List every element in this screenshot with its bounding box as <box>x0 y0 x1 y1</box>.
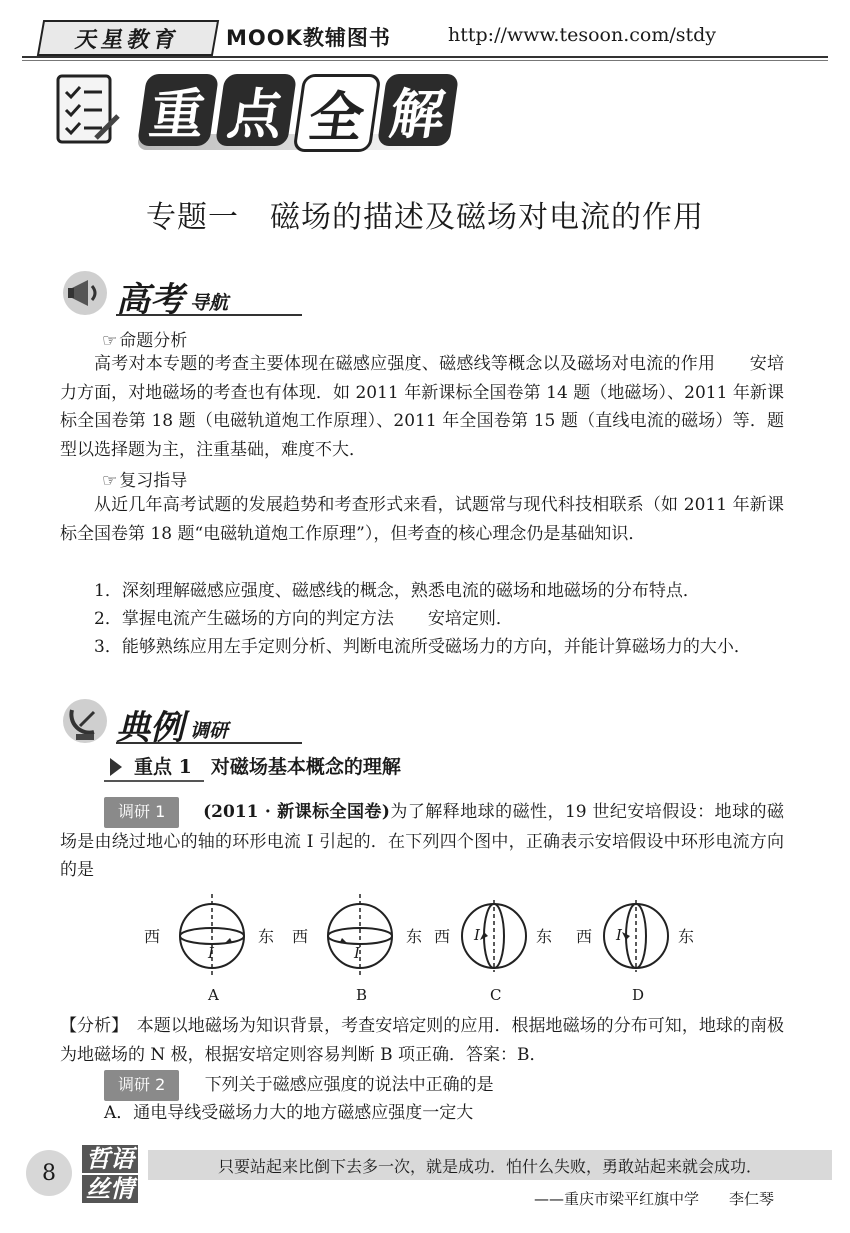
west-label: 西 <box>292 927 309 946</box>
west-label: 西 <box>576 927 593 946</box>
banner-char: 全 <box>293 74 382 152</box>
west-label: 西 <box>434 927 451 946</box>
current-label: I <box>616 926 622 944</box>
subheading <box>102 326 187 351</box>
list-item: 2．掌握电流产生磁场的方向的判定方法 安培定则． <box>94 609 513 629</box>
figure-b <box>288 890 428 1008</box>
paragraph: 从近几年高考试题的发展趋势和考查形式来看，试题常与现代科技相联系（如 2011 年新课标全国卷第 18 题“电磁轨道炮工作原理”），但考查的核心理念仍是基础知识． <box>60 495 784 544</box>
page-title: 专题一 磁场的描述及磁场对电流的作用 <box>146 200 704 235</box>
question-text: 下列关于磁感应强度的说法中正确的是 <box>204 1075 494 1095</box>
section-subtitle: 导航 <box>190 292 229 314</box>
brand-logo: 天星教育 <box>37 20 219 56</box>
pointing-hand-icon: ☞ <box>102 471 118 491</box>
key-point-heading <box>104 752 544 782</box>
subheading-label: 复习指导 <box>119 471 188 491</box>
analysis-text: 本题以地磁场为知识背景，考查安培定则的应用．根据地磁场的分布可知，地球的南极为地磁场的 N 极，根据安培定则容易判断 B 项正确．答案：B． <box>60 1016 785 1065</box>
question-tag: 调研 2 <box>104 1070 179 1101</box>
section-banner <box>52 64 452 156</box>
section-underline <box>116 742 302 744</box>
section-header-gaokao <box>60 268 260 320</box>
list-item: 3．能够熟练应用左手定则分析、判断电流所受磁场力的方向，并能计算磁场力的大小． <box>94 637 751 657</box>
list-item: 1．深刻理解磁感应强度、磁感线的概念，熟悉电流的磁场和地磁场的分布特点． <box>94 581 700 601</box>
figure-caption: C <box>490 986 502 1004</box>
west-label: 西 <box>144 927 161 946</box>
banner-char: 点 <box>215 74 297 146</box>
section-title: 高考 <box>116 280 184 320</box>
analysis-label: 【分析】 <box>60 1016 120 1036</box>
header-rule <box>22 56 828 58</box>
pointing-hand-icon: ☞ <box>102 331 118 351</box>
globe-diagram <box>456 890 532 982</box>
badge-line: 哲语 <box>82 1145 138 1173</box>
checklist-icon <box>52 72 122 150</box>
key-point-text: 对磁场基本概念的理解 <box>210 756 401 778</box>
question-text: 为了解释地球的磁性，19 世纪安培假设：地球的磁场是由绕过地心的轴的环形电流 I 引起的．在下列四个图中，正确表示安培假设中环形电流方向的是 <box>60 802 784 880</box>
page-number: 8 <box>26 1150 72 1196</box>
key-point-underline <box>104 780 204 782</box>
page-footer <box>0 1140 850 1233</box>
current-label: I <box>474 926 480 944</box>
section-underline <box>116 314 302 316</box>
philosophy-badge <box>78 1142 142 1206</box>
figure-a <box>140 890 280 1008</box>
subheading <box>102 466 187 491</box>
megaphone-icon <box>60 268 110 318</box>
question-tag: 调研 1 <box>104 797 179 828</box>
east-label: 东 <box>258 927 275 946</box>
triangle-marker-icon <box>110 758 122 776</box>
east-label: 东 <box>536 927 553 946</box>
question-1 <box>60 797 784 885</box>
quote-signature: ——重庆市梁平红旗中学 李仁琴 <box>534 1190 775 1208</box>
satellite-dish-icon <box>60 696 110 746</box>
series-name: MOOK教辅图书 <box>226 26 391 50</box>
banner-title <box>142 74 454 152</box>
east-label: 东 <box>678 927 695 946</box>
section-header-dianli <box>60 696 260 748</box>
globe-diagram <box>598 890 674 982</box>
globe-diagram <box>322 890 398 982</box>
question-source: (2011 · 新课标全国卷) <box>203 802 390 822</box>
figure-caption: B <box>356 986 368 1004</box>
section-subtitle: 调研 <box>190 720 229 742</box>
current-label: I <box>208 944 214 962</box>
header-url[interactable]: http://www.tesoon.com/stdy <box>448 24 717 46</box>
header-rule-thin <box>22 60 828 61</box>
figure-caption: D <box>632 986 645 1004</box>
question-2 <box>60 1070 784 1101</box>
key-point-number: 重点 1 <box>134 756 192 778</box>
subheading-label: 命题分析 <box>119 331 188 351</box>
banner-char: 解 <box>377 74 459 146</box>
key-point-label <box>134 752 401 779</box>
footer-quote: 只要站起来比倒下去多一次，就是成功．怕什么失败，勇敢站起来就会成功． <box>148 1150 832 1180</box>
section-title: 典例 <box>116 708 184 748</box>
banner-char: 重 <box>137 74 219 146</box>
figure-caption: A <box>208 986 219 1004</box>
figure-group <box>140 890 700 1010</box>
figure-d <box>572 890 712 1008</box>
badge-line: 丝情 <box>82 1175 138 1203</box>
analysis <box>60 1012 784 1069</box>
east-label: 东 <box>406 927 423 946</box>
paragraph: 高考对本专题的考查主要体现在磁感应强度、磁感线等概念以及磁场对电流的作用 安培力方面，对地磁场的考查也有体现．如 2011 年新课标全国卷第 14 题（地磁场）、2011 年新课标全国卷第 18 题（电磁轨道炮工作原理）、2011 年全国卷第 15 题（直线电流的磁场）等．题型以选择题为主，注重基础，难度不大． <box>60 354 784 460</box>
globe-diagram <box>174 890 250 982</box>
figure-c <box>430 890 570 1008</box>
option-a: A．通电导线受磁场力大的地方磁感应强度一定大 <box>104 1103 474 1123</box>
current-label: I <box>354 944 360 962</box>
page-header <box>22 14 828 62</box>
